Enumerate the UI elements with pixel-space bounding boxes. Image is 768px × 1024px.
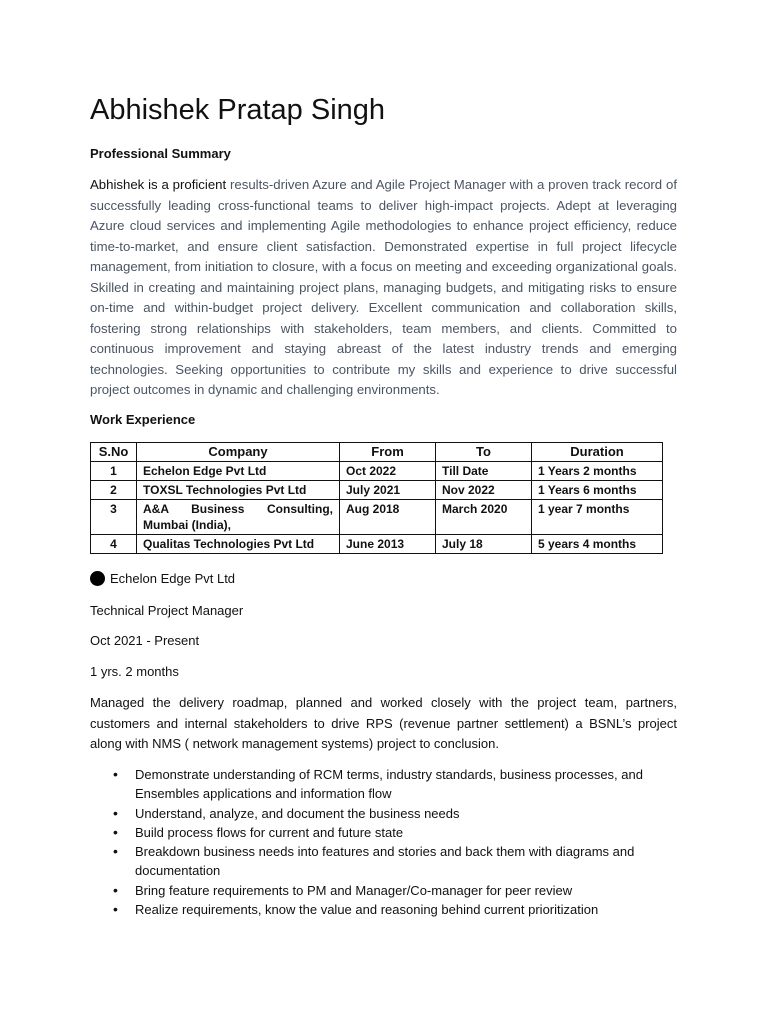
- cell-company: TOXSL Technologies Pvt Ltd: [137, 481, 340, 500]
- summary-heading: Professional Summary: [90, 146, 231, 161]
- job-duties-list: [90, 765, 680, 919]
- job-description: Managed the delivery roadmap, planned and worked closely with the project team, partners, customers and internal stakeholders to drive RPS (revenue partner settlement) a BSNL’s project along with NMS ( network management systems) project to conclusion.: [90, 695, 677, 751]
- summary-paragraph: [90, 175, 677, 401]
- cell-sno: 4: [91, 535, 137, 554]
- cell-duration: 1 year 7 months: [532, 500, 663, 535]
- cell-from: Oct 2022: [340, 462, 436, 481]
- list-item: • Demonstrate understanding of RCM terms, industry standards, business processes, and Ensembles applications and information flow: [90, 765, 680, 804]
- cell-duration: 1 Years 2 months: [532, 462, 663, 481]
- work-experience-table: [90, 442, 663, 554]
- job-duration: 1 yrs. 2 months: [90, 664, 179, 679]
- col-header-to: To: [436, 443, 532, 462]
- table-header-row: [91, 443, 663, 462]
- bullet-circle-icon: [90, 571, 105, 586]
- cell-sno: 1: [91, 462, 137, 481]
- work-experience-heading: Work Experience: [90, 412, 196, 427]
- cell-sno: 3: [91, 500, 137, 535]
- summary-lead: Abhishek is a proficient: [90, 177, 227, 192]
- list-item: • Realize requirements, know the value and reasoning behind current prioritization: [90, 900, 680, 919]
- cell-company: A&A Business Consulting, Mumbai (India),: [137, 500, 340, 535]
- cell-sno: 2: [91, 481, 137, 500]
- cell-company: Qualitas Technologies Pvt Ltd: [137, 535, 340, 554]
- job-period: Oct 2021 - Present: [90, 633, 200, 648]
- list-item: • Build process flows for current and future state: [90, 823, 680, 842]
- cell-duration: 1 Years 6 months: [532, 481, 663, 500]
- cell-to: March 2020: [436, 500, 532, 535]
- list-item: • Breakdown business needs into features and stories and back them with diagrams and documentation: [90, 842, 680, 881]
- col-header-from: From: [340, 443, 436, 462]
- table-row: [91, 535, 663, 554]
- list-item: • Bring feature requirements to PM and Manager/Co-manager for peer review: [90, 881, 680, 900]
- cell-company: Echelon Edge Pvt Ltd: [137, 462, 340, 481]
- cell-to: July 18: [436, 535, 532, 554]
- cell-from: June 2013: [340, 535, 436, 554]
- candidate-name: Abhishek Pratap Singh: [90, 94, 386, 126]
- cell-to: Nov 2022: [436, 481, 532, 500]
- cell-to: Till Date: [436, 462, 532, 481]
- cell-duration: 5 years 4 months: [532, 535, 663, 554]
- col-header-duration: Duration: [532, 443, 663, 462]
- table-row: [91, 481, 663, 500]
- col-header-company: Company: [137, 443, 340, 462]
- list-item: • Understand, analyze, and document the business needs: [90, 804, 680, 823]
- job-title: Technical Project Manager: [90, 603, 244, 618]
- table-row: [91, 462, 663, 481]
- job-company: Echelon Edge Pvt Ltd: [110, 571, 236, 586]
- job-company-heading: [90, 571, 235, 586]
- summary-text: results-driven Azure and Agile Project Manager with a proven track record of successfully leading cross-functional teams to deliver high-impact projects. Adept at leveraging Azure cloud services and implementing Agile methodologies to enhance project efficiency, reduce time-to-market, and ensure client satisfaction. Demonstrated expertise in full project lifecycle management, from initiation to closure, with a focus on meeting and exceeding organizational goals. Skilled in creating and maintaining project plans, managing budgets, and mitigating risks to ensure on-time and within-budget project delivery. Excellent communication and collaboration skills, fostering strong relationships with stakeholders, team members, and clients. Committed to continuous improvement and staying abreast of the latest industry trends and emerging technologies. Seeking opportunities to contribute my skills and experience to drive successful project outcomes in dynamic and challenging environments.: [90, 177, 677, 397]
- col-header-sno: S.No: [91, 443, 137, 462]
- table-row: [91, 500, 663, 535]
- cell-from: July 2021: [340, 481, 436, 500]
- cell-from: Aug 2018: [340, 500, 436, 535]
